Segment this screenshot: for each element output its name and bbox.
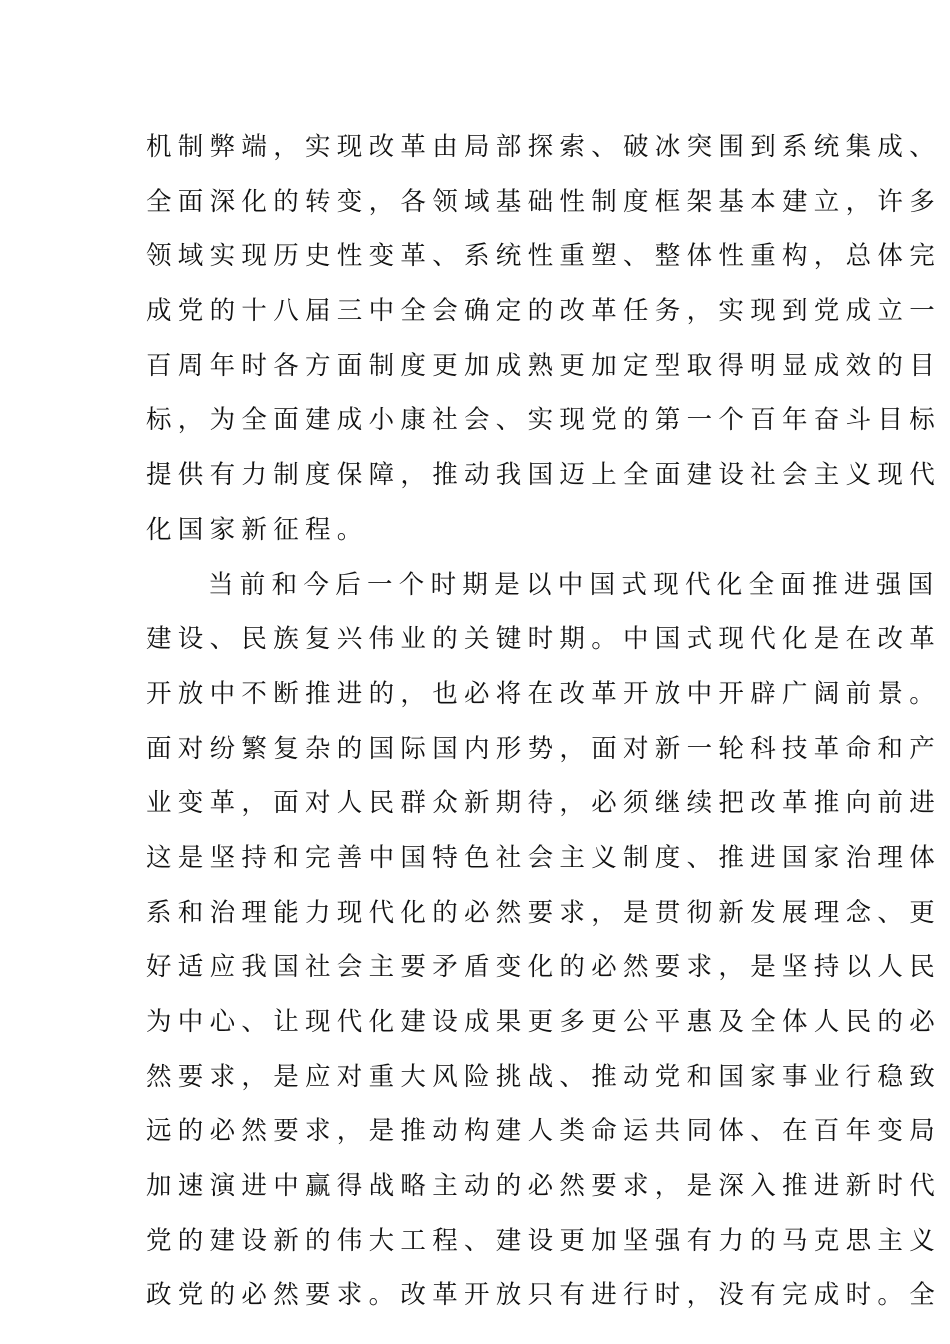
text-line: 开放中不断推进的，也必将在改革开放中开辟广阔前景。 [146,678,942,709]
text-line: 成党的十八届三中全会确定的改革任务，实现到党成立一 [146,296,942,327]
text-line: 标，为全面建成小康社会、实现党的第一个百年奋斗目标 [146,405,942,436]
text-line: 业变革，面对人民群众新期待，必须继续把改革推向前进 [146,788,942,819]
text-line: 为中心、让现代化建设成果更多更公平惠及全体人民的必 [146,1007,942,1037]
text-line: 系和治理能力现代化的必然要求，是贯彻新发展理念、更 [146,897,942,928]
paragraph-2 [146,558,942,1324]
text-line: 提供有力制度保障，推动我国迈上全面建设社会主义现代 [146,460,942,491]
text-line: 建设、民族复兴伟业的关键时期。中国式现代化是在改革 [146,624,942,655]
text-line: 领域实现历史性变革、系统性重塑、整体性重构，总体完 [146,241,942,272]
text-line: 远的必然要求，是推动构建人类命运共同体、在百年变局 [146,1116,942,1147]
text-line: 百周年时各方面制度更加成熟更加定型取得明显成效的目 [146,350,942,381]
text-line: 然要求，是应对重大风险挑战、推动党和国家事业行稳致 [146,1061,942,1092]
text-line: 加速演进中赢得战略主动的必然要求，是深入推进新时代 [146,1171,942,1202]
text-line: 党的建设新的伟大工程、建设更加坚强有力的马克思主义 [146,1225,942,1256]
text-line: 全面深化的转变，各领域基础性制度框架基本建立，许多 [146,186,942,217]
text-line: 面对纷繁复杂的国际国内形势，面对新一轮科技革命和产 [146,733,942,764]
text-line: 化国家新征程。 [146,514,369,545]
document-body [146,120,942,1323]
text-line: 好适应我国社会主要矛盾变化的必然要求，是坚持以人民 [146,952,942,983]
text-line: 当前和今后一个时期是以中国式现代化全面推进强国 [208,569,940,600]
text-line: 机制弊端，实现改革由局部探索、破冰突围到系统集成、 [146,132,942,162]
paragraph-1 [146,120,942,558]
text-line: 政党的必然要求。改革开放只有进行时，没有完成时。全 [146,1280,942,1311]
text-line: 这是坚持和完善中国特色社会主义制度、推进国家治理体 [146,842,942,873]
